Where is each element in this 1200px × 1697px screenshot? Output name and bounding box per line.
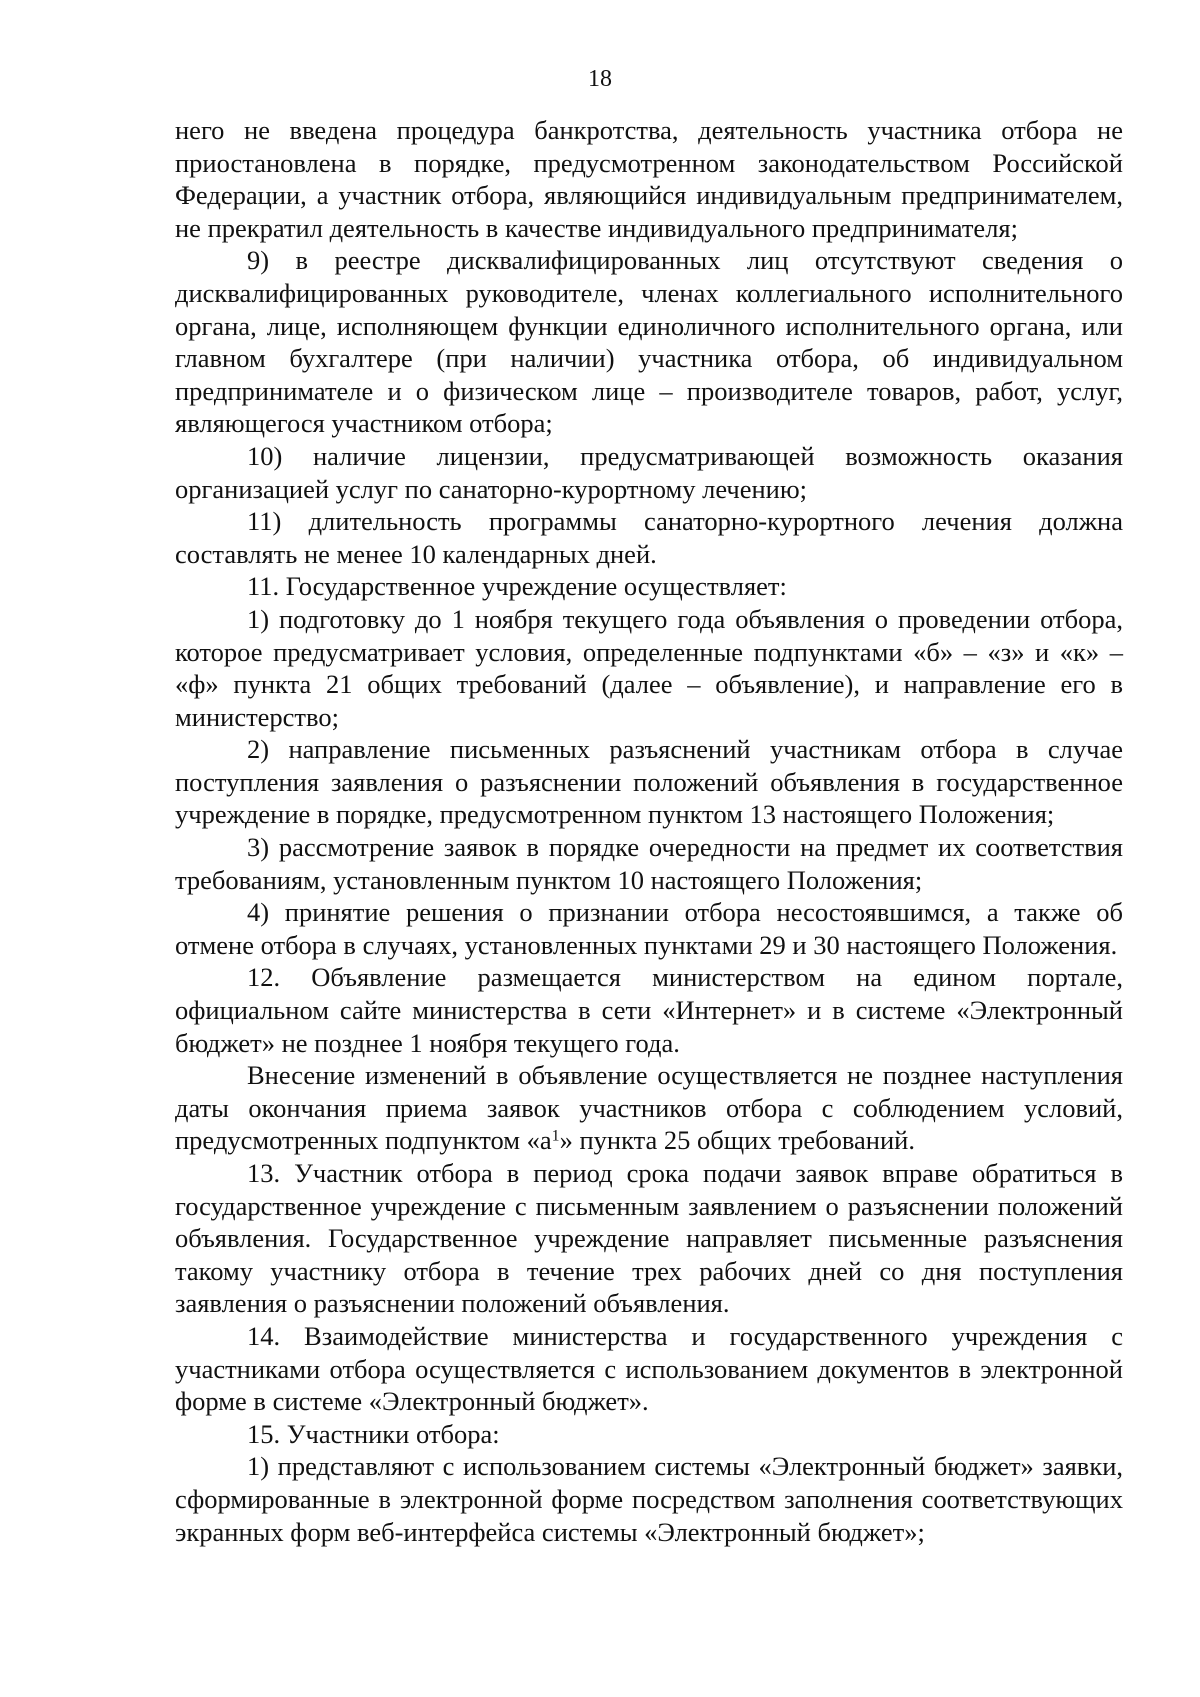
section-11-item-3: 3) рассмотрение заявок в порядке очередности на предмет их соответствия требованиям, установленным пунктом 10 настоящего Положения; (175, 832, 1123, 895)
section-11-item-2: 2) направление письменных разъяснений участникам отбора в случае поступления заявления о разъяснении положений объявления в государственное учреждение в порядке, предусмотренном пунктом 13 настоящего Положения; (175, 734, 1123, 830)
section-15-heading: 15. Участники отбора: (247, 1418, 500, 1449)
changes-text-before: Внесение изменений в объявление осуществляется не позднее наступления даты окончания приема заявок участников отбора с соблюдением условий, предусмотренных подпунктом «а (175, 1060, 1123, 1156)
section-11-item-4: 4) принятие решения о признании отбора несостоявшимся, а также об отмене отбора в случаях, установленных пунктами 29 и 30 настоящего Положения. (175, 897, 1123, 960)
list-item-9: 9) в реестре дисквалифицированных лиц отсутствуют сведения о дисквалифицированных руководителе, членах коллегиального исполнительного органа, лице, исполняющем функции единоличного исполнительного органа, или главном бухгалтере (при наличии) участника отбора, об индивидуальном предпринимателе и о физическом лице – производителе товаров, работ, услуг, являющегося участником отбора; (175, 245, 1123, 439)
section-12-paragraph: 12. Объявление размещается министерством на едином портале, официальном сайте министерства в сети «Интернет» и в системе «Электронный бюджет» не позднее 1 ноября текущего года. (175, 962, 1123, 1058)
section-13-paragraph: 13. Участник отбора в период срока подачи заявок вправе обратиться в государственное учреждение с письменным заявлением о разъяснении положений объявления. Государственное учреждение направляет письменные разъяснения такому участнику отбора в течение трех рабочих дней со дня поступления заявления о разъяснении положений объявления. (175, 1158, 1123, 1319)
section-11-heading: 11. Государственное учреждение осуществляет: (247, 571, 787, 602)
list-item-10: 10) наличие лицензии, предусматривающей возможность оказания организацией услуг по санаторно-курортному лечению; (175, 440, 1123, 504)
section-12-changes-paragraph (175, 1059, 1123, 1157)
superscript-1: 1 (551, 1127, 560, 1145)
list-item-11: 11) длительность программы санаторно-курортного лечения должна составлять не менее 10 календарных дней. (175, 506, 1123, 569)
changes-text-after: » пункта 25 общих требований. (559, 1125, 915, 1156)
document-body (175, 114, 1123, 1548)
page-number: 18 (588, 66, 612, 92)
section-15-item-1: 1) представляют с использованием системы «Электронный бюджет» заявки, сформированные в электронной форме посредством заполнения соответствующих экранных форм веб-интерфейса системы «Электронный бюджет»; (175, 1451, 1123, 1547)
paragraph-continuation: него не введена процедура банкротства, деятельность участника отбора не приостановлена в порядке, предусмотренном законодательством Российской Федерации, а участник отбора, являющийся индивидуальным предпринимателем, не прекратил деятельность в качестве индивидуального предпринимателя; (175, 115, 1123, 243)
section-11-item-1: 1) подготовку до 1 ноября текущего года объявления о проведении отбора, которое предусматривает условия, определенные подпунктами «б» – «з» и «к» – «ф» пункта 21 общих требований (далее – объявление), и направление его в министерство; (175, 603, 1123, 732)
section-14-paragraph: 14. Взаимодействие министерства и государственного учреждения с участниками отбора осуществляется с использованием документов в электронной форме в системе «Электронный бюджет». (175, 1320, 1123, 1417)
